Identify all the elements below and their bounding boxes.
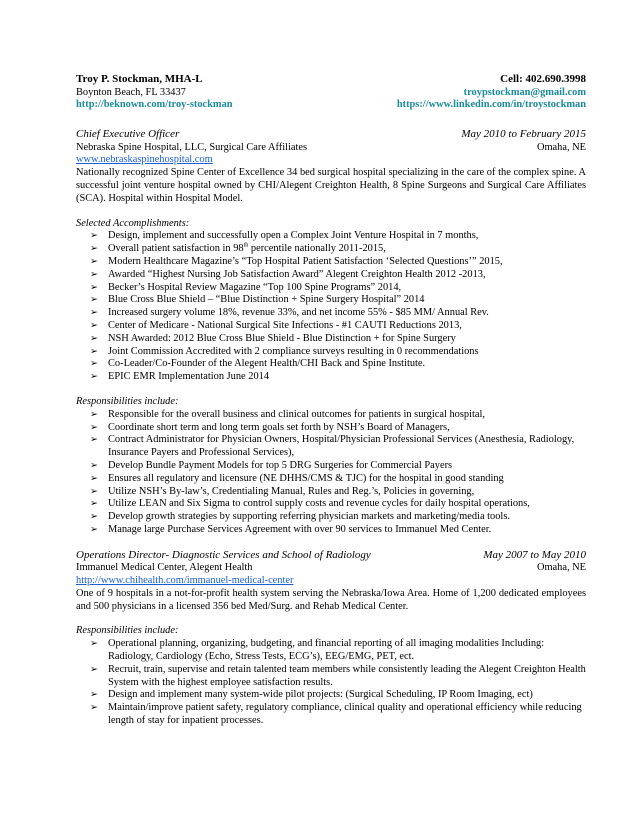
list-item: ➢ EPIC EMR Implementation June 2014 (90, 371, 586, 384)
job1-description: Nationally recognized Spine Center of Excellence 34 bed surgical hospital specializing in the care of the complex spine. A successful joint venture hospital owned by CHI/Alegent Creighton Health, 8 Spine Surgeons and Surgical Care Affiliates (SCA). Hospital within Hospital Model. (76, 167, 586, 204)
list-item: ➢ Responsible for the overall business and clinical outcomes for patients in surgical hospital, (90, 409, 586, 422)
list-item: ➢ NSH Awarded: 2012 Blue Cross Blue Shield - Blue Distinction + for Spine Surgery (90, 333, 586, 346)
job1-accomplishments-list (76, 230, 586, 384)
candidate-name: Troy P. Stockman, MHA-L (76, 73, 203, 85)
location: Boynton Beach, FL 33437 (76, 86, 186, 98)
list-item: ➢ Ensures all regulatory and licensure (NE DHHS/CMS & TJC) for the hospital in good standing (90, 473, 586, 486)
job2-company-row (76, 562, 586, 575)
header-row-2 (76, 87, 586, 100)
job1-title-row (76, 128, 586, 142)
job2-company: Immanuel Medical Center, Alegent Health (76, 562, 253, 574)
linkedin-link[interactable]: https://www.linkedin.com/in/troystockman (396, 99, 586, 111)
header-row-3 (76, 99, 586, 112)
job1-responsibilities-heading: Responsibilities include: (76, 395, 179, 407)
job2-url-link[interactable]: http://www.chihealth.com/immanuel-medical-center (76, 575, 294, 587)
job2-title: Operations Director- Diagnostic Services and School of Radiology (76, 548, 371, 561)
job2-responsibilities-list (76, 638, 586, 728)
job2-responsibilities-heading: Responsibilities include: (76, 625, 179, 637)
list-item: ➢ Contract Administrator for Physician Owners, Hospital/Physician Professional Services (Anesthesia, Radiology, Insurance Payers and Professional Services), (90, 434, 586, 460)
job1-url-link[interactable]: www.nebraskaspinehospital.com (76, 154, 213, 166)
job1-accomplishments-heading: Selected Accomplishments: (76, 217, 190, 229)
list-item: ➢ Becker’s Hospital Review Magazine “Top 100 Spine Programs” 2014, (90, 282, 586, 295)
list-item: ➢ Increased surgery volume 18%, revenue 33%, and net income 55% - $85 MM/ Annual Rev. (90, 307, 586, 320)
list-item: ➢ Develop growth strategies by supporting referring physician markets and marketing/media tools. (90, 511, 586, 524)
list-item: ➢ Design and implement many system-wide pilot projects: (Surgical Scheduling, IP Room Imaging, ect) (90, 689, 586, 702)
list-item: ➢ Design, implement and successfully open a Complex Joint Venture Hospital in 7 months, (90, 230, 586, 243)
list-item: ➢ Recruit, train, supervise and retain talented team members while consistently leading the Alegent Creighton Health System with the highest employee satisfaction results. (90, 664, 586, 690)
list-item: ➢ Maintain/improve patient safety, regulatory compliance, clinical quality and operational efficiency while reducing length of stay for inpatient processes. (90, 702, 586, 728)
email-link[interactable]: troypstockman@gmail.com (463, 86, 586, 98)
job2-dates: May 2007 to May 2010 (483, 548, 586, 561)
ordinal-suffix: percentile nationally 2011-2015, (248, 243, 386, 255)
list-item: ➢ Modern Healthcare Magazine’s “Top Hospital Patient Satisfaction ‘Selected Questions’” 2015, (90, 256, 586, 269)
list-item: ➢ Coordinate short term and long term goals set forth by NSH’s Board of Managers, (90, 422, 586, 435)
list-item (90, 243, 586, 256)
list-item: ➢ Center of Medicare - National Surgical Site Infections - #1 CAUTI Reductions 2013, (90, 320, 586, 333)
job1-responsibilities-list (76, 409, 586, 537)
list-item: ➢ Manage large Purchase Services Agreement with over 90 services to Immanuel Med Center. (90, 524, 586, 537)
job1-city: Omaha, NE (536, 141, 586, 153)
list-item: ➢ Utilize NSH’s By-law’s, Credentialing Manual, Rules and Reg.’s, Policies in governing, (90, 486, 586, 499)
list-item: ➢ Operational planning, organizing, budgeting, and financial reporting of all imaging modalities Including: Radiology, Cardiology (Echo, Stress Tests, ECG’s), EEG/EMG, PET, ect. (90, 638, 586, 664)
header-row-1 (76, 73, 586, 87)
job1-company: Nebraska Spine Hospital, LLC, Surgical Care Affiliates (76, 141, 308, 153)
list-item: ➢ Awarded “Highest Nursing Job Satisfaction Award” Alegent Creighton Health 2012 -2013, (90, 269, 586, 282)
list-item: ➢ Joint Commission Accredited with 2 compliance surveys resulting in 0 recommendations (90, 346, 586, 359)
list-item: ➢ Utilize LEAN and Six Sigma to control supply costs and revenue cycles for daily hospital operations, (90, 498, 586, 511)
job2-city: Omaha, NE (536, 562, 586, 574)
list-item: ➢ Blue Cross Blue Shield – “Blue Distinction + Spine Surgery Hospital” 2014 (90, 294, 586, 307)
job1-company-row (76, 142, 586, 155)
resume-page (76, 73, 586, 728)
list-item: ➢ Co-Leader/Co-Founder of the Alegent Health/CHI Back and Spine Institute. (90, 358, 586, 371)
ordinal-prefix: Overall patient satisfaction in 98 (108, 243, 244, 255)
cell-phone: Cell: 402.690.3998 (500, 73, 586, 85)
job1-title: Chief Executive Officer (76, 128, 180, 141)
job2-description: One of 9 hospitals in a not-for-profit health system serving the Nebraska/Iowa Area. Home of 1,200 dedicated employees and 500 physicians in a licensed 356 bed Med/Surg. and Rehab Medical Center. (76, 587, 586, 612)
beknown-link[interactable]: http://beknown.com/troy-stockman (76, 99, 233, 111)
list-item: ➢ Develop Bundle Payment Models for top 5 DRG Surgeries for Commercial Payers (90, 460, 586, 473)
job1-dates: May 2010 to February 2015 (461, 128, 586, 141)
job2-title-row (76, 549, 586, 563)
ordinal-superscript: th (243, 242, 249, 249)
